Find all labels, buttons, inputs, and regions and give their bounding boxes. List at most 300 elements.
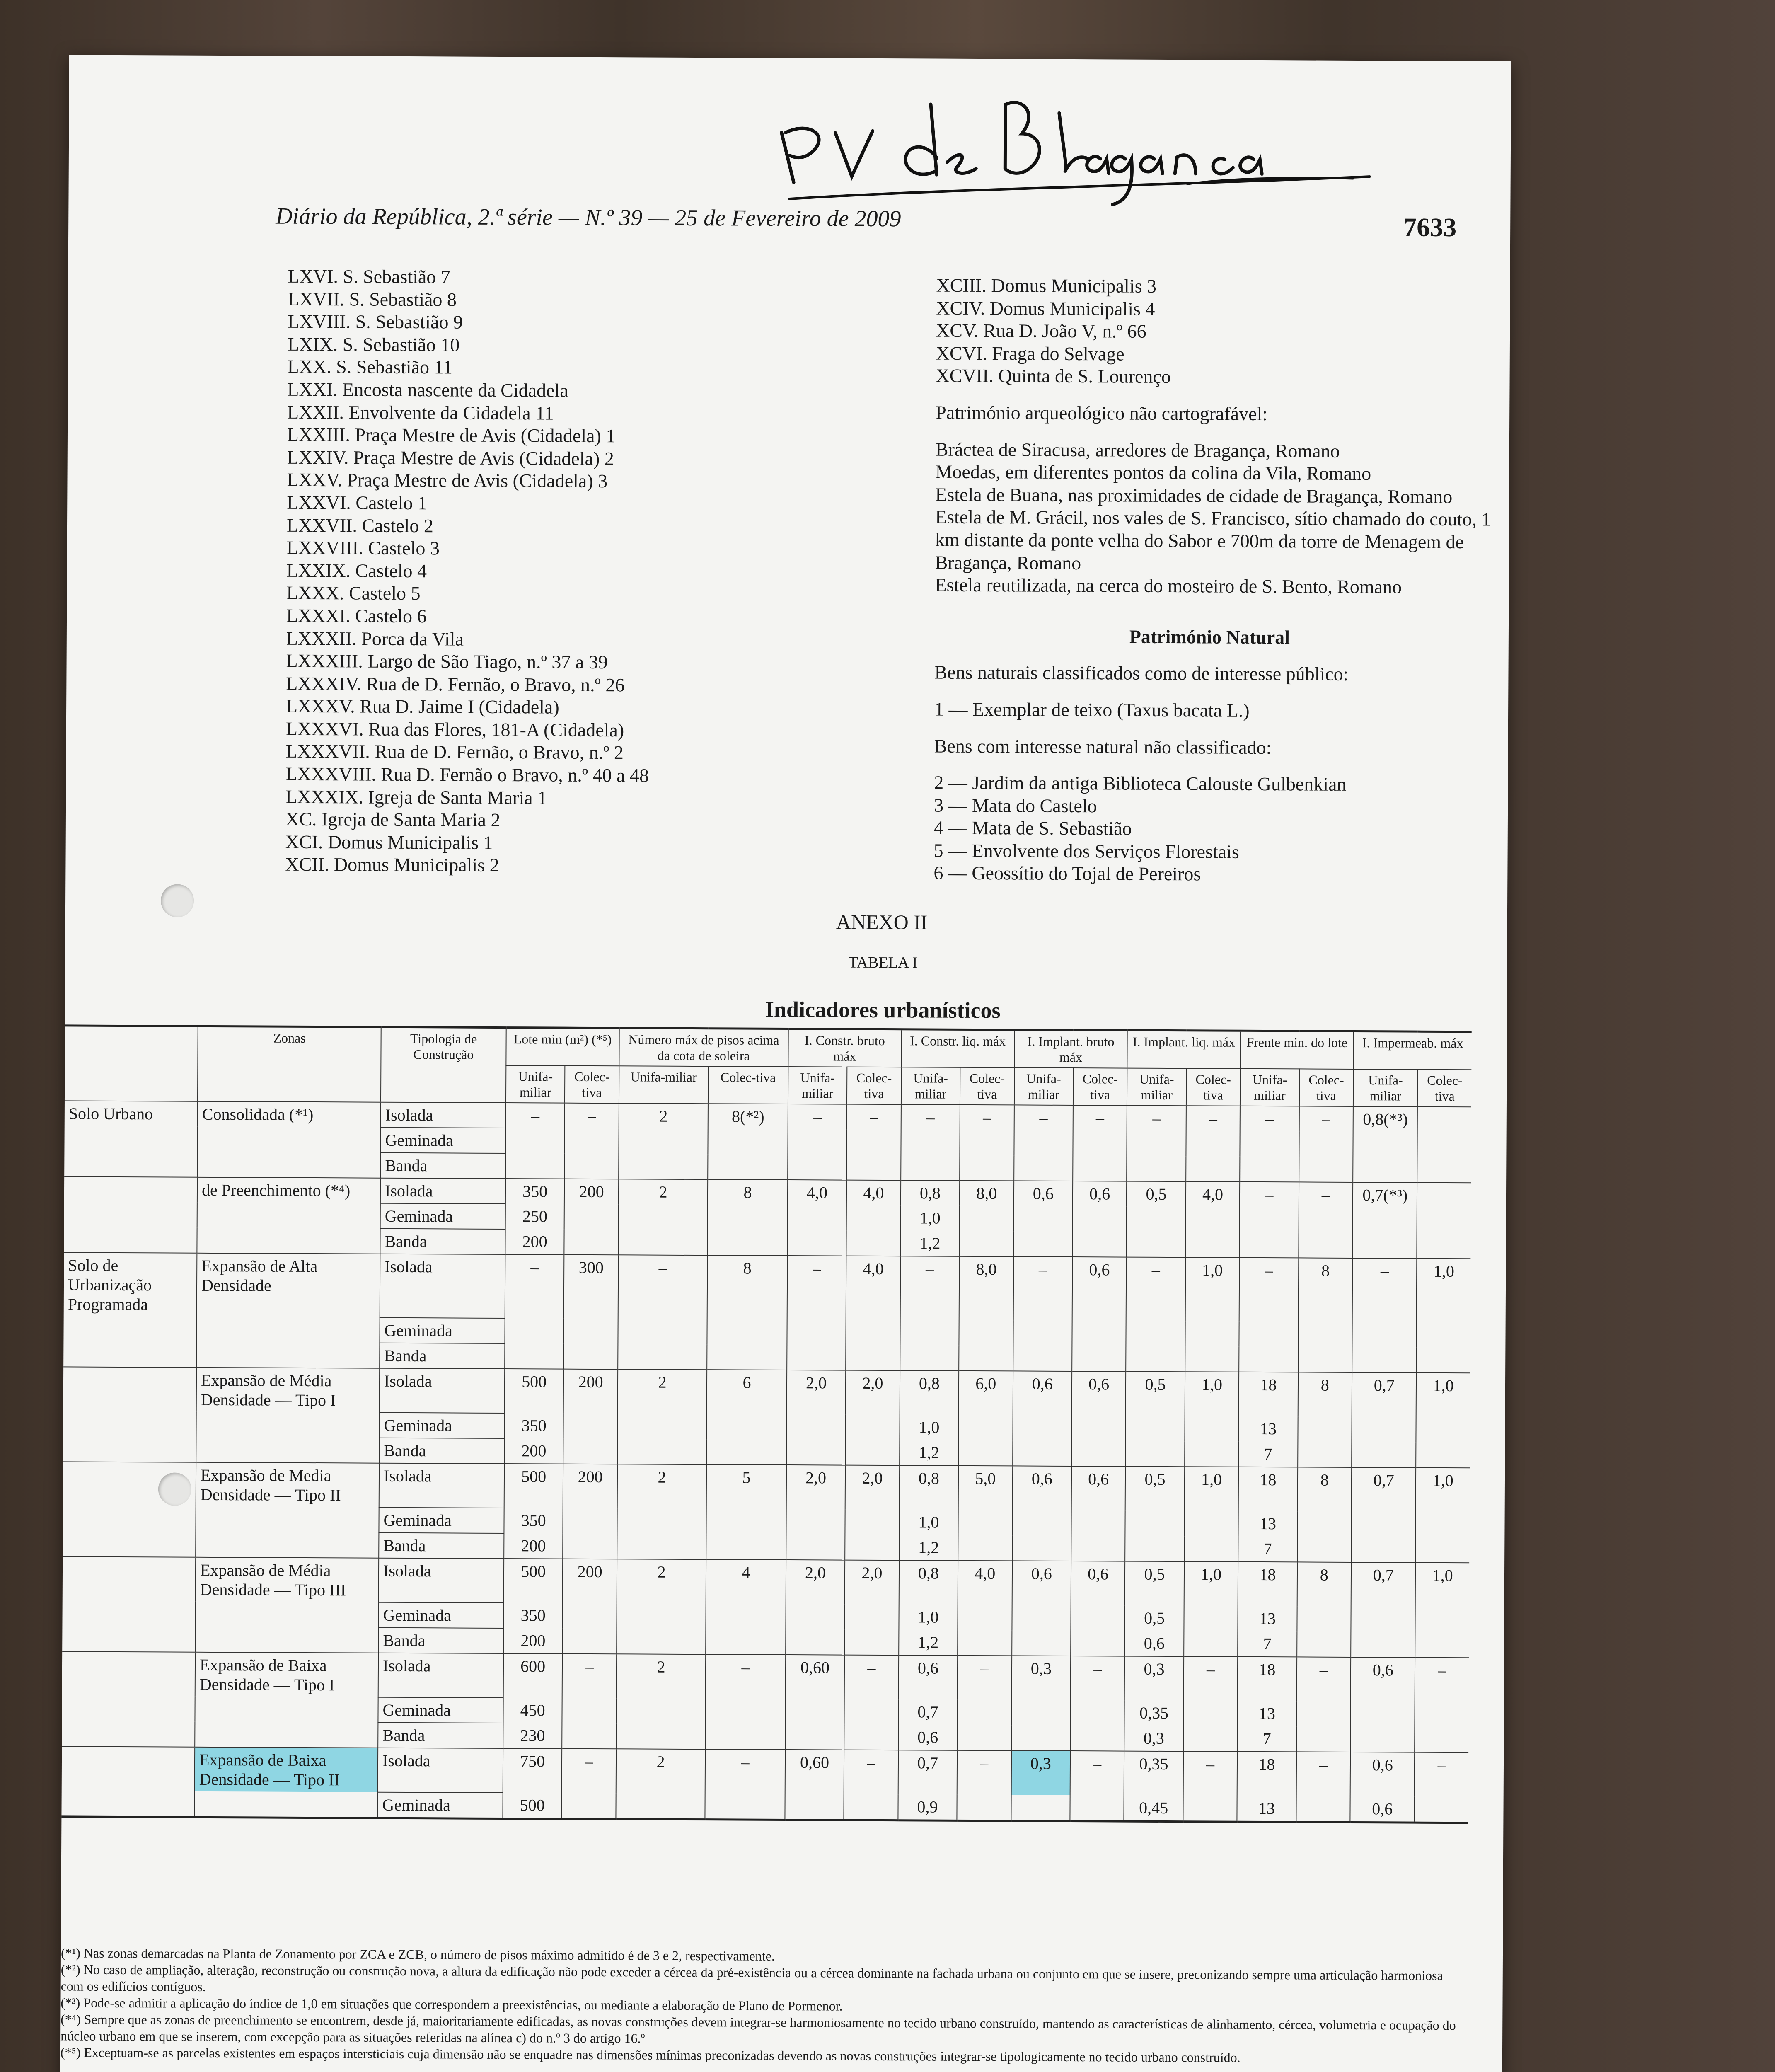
table-cell — [505, 1128, 565, 1154]
table-cell — [901, 1155, 960, 1181]
row-tipologia: Isolada — [380, 1368, 505, 1413]
table-cell — [844, 1794, 898, 1820]
table-cell: – — [1127, 1106, 1186, 1131]
table-row — [64, 1252, 1471, 1322]
list-item: LXVI. S. Sebastião 7 — [288, 265, 451, 288]
table-cell — [505, 1343, 564, 1369]
table-cell: 0,60 — [785, 1750, 844, 1794]
table-cell: 0,3 — [1124, 1656, 1184, 1701]
table-cell: – — [1415, 1658, 1469, 1702]
table-cell: – — [1352, 1258, 1417, 1322]
row-category — [62, 1721, 195, 1747]
table-cell: 0,5 — [1125, 1606, 1184, 1631]
subheader-cell: Colec-tiva — [1073, 1068, 1127, 1106]
row-zone — [197, 1127, 380, 1153]
list-item: LXXIV. Praça Mestre de Avis (Cidadela) 2 — [287, 446, 614, 469]
table-cell: 1,2 — [899, 1535, 958, 1561]
list-item: LXXXVII. Rua de D. Fernão, o Bravo, n.º 2 — [285, 741, 624, 763]
table-cell — [1351, 1607, 1415, 1632]
table-cell — [1239, 1347, 1298, 1372]
table-cell — [705, 1794, 785, 1820]
table-cell — [785, 1794, 844, 1820]
table-cell — [1185, 1321, 1239, 1347]
table-cell — [1415, 1702, 1469, 1728]
table-cell: 0,6 — [1125, 1631, 1184, 1657]
table-cell: 7 — [1237, 1726, 1296, 1752]
table-cell — [957, 1795, 1011, 1821]
list-item: XCI. Domus Municipalis 1 — [285, 831, 493, 853]
table-cell — [564, 1230, 619, 1255]
handwritten-title — [773, 87, 1378, 214]
table-cell: – — [1296, 1657, 1351, 1702]
table-cell — [900, 1345, 959, 1371]
table-cell — [1013, 1346, 1072, 1371]
list-item: XCII. Domus Municipalis 2 — [285, 854, 499, 876]
table-cell — [1183, 1796, 1237, 1822]
table-cell: 200 — [504, 1438, 563, 1464]
table-cell: 0,45 — [1124, 1796, 1183, 1822]
table-cell — [1071, 1536, 1125, 1561]
arch-item: Estela de M. Grácil, nos vales de S. Francisco, sítio chamado do couto, 1 km distante da ponte velha do Sabor e 700m da torre de Menagem de Bragança, Romano — [935, 506, 1491, 574]
table-cell — [846, 1231, 901, 1256]
table-cell — [1417, 1233, 1471, 1259]
footnote: (*⁴) Sempre que as zonas de preenchimento se encontrem, desde já, maioritariamente edificadas, as novas construções devem integrar-se harmoniosamente no tecido urbano construído, mantendo as características de alinhamento, cércea, volumetria e ocupação do núcleo urbano em que se inserem, com excepção para as situações referidas na alínea c) do n.º 3 do artigo 16.º — [60, 2011, 1456, 2046]
table-cell — [563, 1414, 618, 1439]
table-cell: 18 — [1238, 1657, 1297, 1702]
table-cell — [1415, 1727, 1469, 1753]
table-cell — [785, 1699, 844, 1725]
table-cell — [1297, 1606, 1351, 1632]
table-cell: 200 — [505, 1229, 564, 1255]
table-cell: – — [957, 1750, 1011, 1795]
table-cell — [1299, 1131, 1353, 1157]
table-cell — [1296, 1726, 1351, 1752]
list-item: LXXXIV. Rua de D. Fernão, o Bravo, n.º 26 — [286, 673, 625, 695]
row-category — [62, 1601, 195, 1627]
list-item: LXXVI. Castelo 1 — [287, 491, 427, 514]
table-cell: 0,6 — [1012, 1561, 1071, 1605]
table-cell — [846, 1205, 901, 1231]
table-cell: 18 — [1238, 1467, 1298, 1512]
arch-item: Moedas, em diferentes pontos da colina da Vila, Romano — [935, 461, 1371, 484]
list-item: LXXXIII. Largo de São Tiago, n.º 37 a 39 — [286, 650, 608, 673]
table-cell: 0,7 — [1351, 1562, 1416, 1607]
table-cell: 350 — [503, 1603, 563, 1629]
table-cell — [616, 1698, 706, 1724]
table-cell — [1126, 1441, 1185, 1467]
table-cell: 0,3 — [1124, 1726, 1184, 1752]
row-tipologia: Geminada — [377, 1792, 503, 1819]
indicators-table — [61, 1024, 1471, 1824]
row-zone — [196, 1342, 380, 1368]
table-cell: 0,6 — [1071, 1466, 1126, 1511]
table-cell — [1299, 1207, 1353, 1233]
row-tipologia: Geminada — [379, 1508, 504, 1533]
table-cell: – — [958, 1656, 1012, 1700]
table-cell: 350 — [504, 1413, 563, 1439]
subheader-cell: Unifa-miliar — [619, 1066, 709, 1104]
table-cell — [1071, 1441, 1126, 1467]
table-cell: 0,7 — [1352, 1372, 1417, 1417]
table-cell: 2 — [616, 1749, 706, 1794]
table-cell — [1126, 1346, 1185, 1372]
row-tipologia: Isolada — [380, 1254, 505, 1318]
row-zone — [195, 1627, 378, 1653]
natural-item: 5 — Envolvente dos Serviços Florestais — [933, 840, 1239, 862]
table-cell: – — [618, 1255, 708, 1319]
table-cell — [1184, 1631, 1238, 1657]
table-cell — [1185, 1346, 1239, 1372]
table-cell — [959, 1320, 1013, 1346]
table-cell: 6 — [707, 1370, 787, 1414]
table-cell — [788, 1129, 847, 1155]
table-cell: 1,0 — [1417, 1259, 1470, 1323]
table-cell — [958, 1700, 1012, 1726]
left-column — [285, 265, 651, 878]
table-cell: – — [1070, 1751, 1124, 1796]
table-cell: 5,0 — [958, 1466, 1013, 1510]
table-cell — [1072, 1346, 1126, 1372]
row-category — [62, 1696, 195, 1721]
table-cell: 500 — [504, 1559, 563, 1603]
table-cell: 0,6 — [1350, 1752, 1415, 1797]
table-cell: 2 — [617, 1559, 706, 1604]
table-cell — [1071, 1631, 1125, 1656]
col-group: I. Constr. bruto máx — [788, 1029, 901, 1067]
table-cell: 0,6 — [898, 1725, 958, 1750]
table-cell: 7 — [1238, 1631, 1297, 1657]
row-zone: Expansão de Alta Densidade — [197, 1253, 380, 1318]
table-cell: – — [562, 1654, 617, 1699]
table-cell — [1014, 1155, 1073, 1181]
row-tipologia: Isolada — [381, 1102, 506, 1128]
table-cell: – — [788, 1104, 847, 1130]
list-item: LXIX. S. Sebastião 10 — [287, 333, 460, 356]
table-cell — [1415, 1607, 1469, 1633]
table-cell — [1186, 1131, 1240, 1157]
table-cell — [844, 1699, 899, 1725]
table-cell — [618, 1204, 708, 1230]
row-zone — [196, 1507, 379, 1533]
table-cell: 1,2 — [900, 1440, 959, 1466]
table-cell — [1184, 1511, 1238, 1537]
table-cell — [505, 1153, 565, 1179]
table-cell — [1013, 1320, 1072, 1346]
table-cell — [563, 1508, 617, 1534]
row-category — [62, 1626, 195, 1652]
table-cell: – — [706, 1654, 786, 1699]
arch-title: Património arqueológico não cartografável: — [936, 402, 1268, 425]
table-cell: – — [960, 1105, 1014, 1130]
table-cell — [787, 1230, 846, 1256]
table-cell — [1012, 1510, 1071, 1536]
table-cell — [1415, 1632, 1469, 1658]
table-cell: 1,0 — [899, 1605, 958, 1630]
arch-item: Estela reutilizada, na cerca do mosteiro de S. Bento, Romano — [935, 574, 1402, 598]
table-cell — [1417, 1322, 1470, 1348]
table-cell — [1011, 1795, 1070, 1821]
table-cell — [959, 1346, 1013, 1371]
table-cell — [1185, 1416, 1239, 1442]
row-zone — [195, 1697, 378, 1723]
subheader-cell: Colec-tiva — [1417, 1070, 1471, 1107]
table-row — [62, 1746, 1468, 1797]
table-cell — [1013, 1440, 1072, 1466]
table-cell — [1416, 1417, 1470, 1443]
row-category: Solo Urbano — [65, 1101, 198, 1126]
row-zone — [197, 1152, 380, 1178]
table-cell — [617, 1439, 707, 1464]
row-zone: Consolidada (*¹) — [198, 1101, 381, 1128]
table-cell: 8 — [1298, 1372, 1352, 1417]
table-cell — [617, 1534, 706, 1559]
table-cell: 7 — [1238, 1537, 1297, 1562]
list-item: LXXII. Envolvente da Cidadela 11 — [287, 401, 554, 424]
table-cell: – — [1013, 1256, 1072, 1321]
natural-other-title: Bens com interesse natural não classificado: — [934, 735, 1272, 758]
table-cell — [564, 1344, 618, 1370]
col-group: Número máx de pisos acima da cota de soleira — [619, 1028, 788, 1067]
table-cell — [1350, 1702, 1415, 1727]
table-cell — [959, 1415, 1013, 1441]
page-number: 7633 — [1403, 212, 1457, 242]
subheader-cell: Colec-tiva — [1299, 1069, 1354, 1106]
subheader-cell: Colec-tiva — [708, 1066, 788, 1104]
row-tipologia: Isolada — [379, 1463, 504, 1508]
row-category — [64, 1151, 197, 1177]
subheader-cell: Unifa-miliar — [506, 1065, 565, 1103]
table-cell — [845, 1535, 899, 1561]
table-cell: – — [1415, 1752, 1468, 1797]
table-cell: 350 — [504, 1508, 563, 1534]
table-cell: – — [1299, 1106, 1353, 1132]
natural-public-title: Bens naturais classificados como de interesse público: — [934, 661, 1349, 685]
table-cell — [708, 1154, 788, 1180]
row-category — [63, 1316, 196, 1342]
table-cell: 13 — [1237, 1796, 1296, 1822]
table-cell — [786, 1440, 846, 1465]
row-zone — [196, 1412, 379, 1438]
table-cell — [619, 1128, 708, 1154]
subheader-cell: Unifa-miliar — [1353, 1069, 1418, 1107]
row-zone — [195, 1602, 378, 1628]
table-cell — [959, 1231, 1013, 1257]
table-cell: 5 — [706, 1464, 786, 1509]
footnotes — [60, 1944, 1468, 2067]
table-cell — [844, 1630, 899, 1656]
table-cell: 4,0 — [958, 1561, 1012, 1605]
table-cell: – — [1239, 1258, 1299, 1322]
table-cell: 1,0 — [899, 1510, 958, 1535]
row-tipologia: Banda — [380, 1343, 505, 1369]
subheader-cell: Colec-tiva — [847, 1067, 901, 1105]
table-cell — [708, 1129, 788, 1155]
table-cell — [786, 1509, 845, 1535]
row-category — [63, 1436, 196, 1462]
row-zone — [197, 1228, 380, 1254]
row-zone — [195, 1722, 378, 1748]
table-cell: – — [901, 1104, 960, 1130]
table-cell: – — [506, 1103, 565, 1128]
table-cell — [1073, 1206, 1127, 1232]
table-cell — [1417, 1107, 1471, 1133]
table-cell: – — [847, 1104, 901, 1130]
table-cell: 0,8(*³) — [1353, 1106, 1418, 1132]
table-cell — [1353, 1157, 1417, 1183]
row-zone — [196, 1532, 379, 1558]
table-cell — [1352, 1233, 1417, 1259]
row-zone: Expansão de Baixa Densidade — Tipo II — [195, 1747, 378, 1792]
table-cell — [960, 1130, 1014, 1156]
table-cell — [706, 1629, 786, 1655]
table-cell — [1353, 1132, 1417, 1157]
table-cell — [1071, 1510, 1125, 1536]
table-cell: – — [705, 1749, 785, 1794]
row-tipologia: Banda — [378, 1723, 503, 1748]
row-tipologia: Geminada — [378, 1697, 503, 1723]
table-cell — [1297, 1631, 1351, 1657]
row-category — [62, 1651, 195, 1696]
arch-item: Estela de Buana, nas proximidades de cidade de Bragança, Romano — [935, 484, 1453, 507]
natural-item: 6 — Geossítio do Tojal de Pereiros — [933, 862, 1201, 885]
table-cell — [1353, 1208, 1417, 1233]
table-cell: 0,35 — [1124, 1751, 1183, 1796]
table-cell: 0,8 — [901, 1180, 960, 1206]
row-category — [62, 1746, 195, 1791]
table-cell — [618, 1230, 708, 1255]
table-cell — [1185, 1232, 1240, 1258]
table-cell: 200 — [563, 1464, 617, 1509]
table-cell: 0,8 — [899, 1560, 958, 1605]
table-cell — [900, 1320, 959, 1346]
table-cell — [1127, 1131, 1186, 1157]
list-item: LXXVIII. Castelo 3 — [286, 537, 440, 559]
col-group: Frente min. do lote — [1241, 1031, 1354, 1069]
table-cell: 4,0 — [1186, 1181, 1240, 1207]
list-item: LXXVII. Castelo 2 — [286, 514, 434, 536]
row-zone: Expansão de Média Densidade — Tipo III — [196, 1557, 379, 1602]
row-category: Solo de Urbanização Programada — [64, 1252, 197, 1317]
table-row — [62, 1651, 1469, 1702]
table-cell — [706, 1509, 786, 1535]
table-cell — [1185, 1441, 1239, 1467]
table-cell — [708, 1230, 788, 1256]
table-cell — [562, 1723, 617, 1749]
table-cell — [1298, 1442, 1352, 1467]
table-cell: 450 — [503, 1698, 562, 1723]
table-cell: 2,0 — [846, 1370, 900, 1415]
row-tipologia: Geminada — [378, 1602, 503, 1628]
table-cell — [617, 1508, 706, 1534]
row-category — [63, 1341, 196, 1367]
table-cell — [564, 1204, 619, 1230]
table-cell: 500 — [504, 1464, 563, 1508]
table-cell — [708, 1205, 788, 1230]
table-cell: 0,6 — [1013, 1371, 1072, 1416]
list-item: LXXX. Castelo 5 — [286, 582, 421, 604]
table-cell: 0,6 — [1072, 1257, 1127, 1321]
table-cell — [1416, 1537, 1470, 1563]
table-cell: 0,35 — [1124, 1701, 1184, 1726]
table-cell: 0,6 — [1013, 1181, 1073, 1206]
table-cell — [1185, 1207, 1240, 1232]
list-item: LXXI. Encosta nascente da Cidadela — [287, 378, 568, 401]
row-tipologia: Banda — [378, 1628, 503, 1653]
table-cell: – — [1183, 1656, 1238, 1701]
list-item: LXXXV. Rua D. Jaime I (Cidadela) — [286, 695, 559, 718]
table-cell — [1417, 1157, 1471, 1183]
table-cell — [707, 1319, 787, 1345]
table-cell — [618, 1319, 707, 1344]
table-cell: 6,0 — [959, 1371, 1013, 1416]
row-zone — [194, 1791, 377, 1818]
table-cell — [1070, 1726, 1124, 1751]
table-cell: 250 — [505, 1204, 565, 1230]
table-cell: 1,0 — [1416, 1373, 1470, 1418]
table-cell — [707, 1414, 787, 1440]
table-cell: 8 — [1297, 1562, 1351, 1607]
row-tipologia: Banda — [379, 1533, 504, 1559]
subheader-cell: Colec-tiva — [1186, 1068, 1241, 1106]
table-cell: 200 — [563, 1369, 618, 1414]
row-tipologia: Isolada — [380, 1178, 505, 1204]
subheader-cell: Colec-tiva — [960, 1067, 1014, 1105]
table-cell: 230 — [503, 1723, 562, 1749]
row-tipologia: Banda — [380, 1229, 505, 1254]
table-cell — [1240, 1131, 1299, 1157]
natural-item: 3 — Mata do Castelo — [933, 794, 1097, 816]
table-cell: 350 — [505, 1179, 565, 1204]
row-zone: Expansão de Media Densidade — Tipo II — [196, 1462, 379, 1508]
table-cell: 1,2 — [900, 1231, 960, 1256]
table-cell: 13 — [1239, 1416, 1298, 1442]
table-row — [63, 1367, 1470, 1417]
journal-header: Diário da República, 2.ª série — N.º 39 — 25 de Fevereiro de 2009 — [276, 203, 901, 232]
list-item: LXXXVIII. Rua D. Fernão o Bravo, n.º 40 a 48 — [285, 763, 649, 786]
table-cell — [562, 1793, 616, 1819]
natural-item: 2 — Jardim da antiga Biblioteca Calouste Gulbenkian — [934, 772, 1347, 795]
table-cell: 0,6 — [1073, 1181, 1127, 1207]
table-cell — [1350, 1727, 1415, 1752]
table-cell — [786, 1629, 845, 1655]
table-cell — [619, 1154, 708, 1179]
table-cell — [706, 1439, 786, 1465]
table-cell — [785, 1724, 844, 1750]
table-cell — [1127, 1207, 1186, 1232]
table-cell — [846, 1320, 900, 1346]
table-cell: 0,8 — [900, 1370, 959, 1415]
table-cell: 1,0 — [900, 1415, 959, 1440]
table-cell: 13 — [1238, 1701, 1297, 1727]
table-cell — [1417, 1348, 1470, 1373]
table-cell: 1,0 — [1184, 1467, 1238, 1511]
right-column — [933, 274, 1516, 887]
table-cell — [1127, 1232, 1186, 1258]
table-cell — [846, 1415, 900, 1440]
table-cell — [958, 1605, 1012, 1631]
row-tipologia: Isolada — [378, 1748, 503, 1793]
list-item: XCV. Rua D. João V, n.º 66 — [936, 320, 1146, 342]
subheader-cell: Unifa-miliar — [1240, 1069, 1299, 1106]
table-cell — [1352, 1442, 1416, 1468]
table-cell: – — [1296, 1752, 1350, 1796]
table-cell: – — [1014, 1105, 1073, 1130]
document-page — [59, 55, 1511, 2072]
table-cell: – — [1183, 1751, 1237, 1796]
table-cell: 0,7(*³) — [1353, 1182, 1417, 1208]
table-cell: 1,0 — [1185, 1257, 1239, 1322]
table-cell: 600 — [503, 1653, 563, 1698]
